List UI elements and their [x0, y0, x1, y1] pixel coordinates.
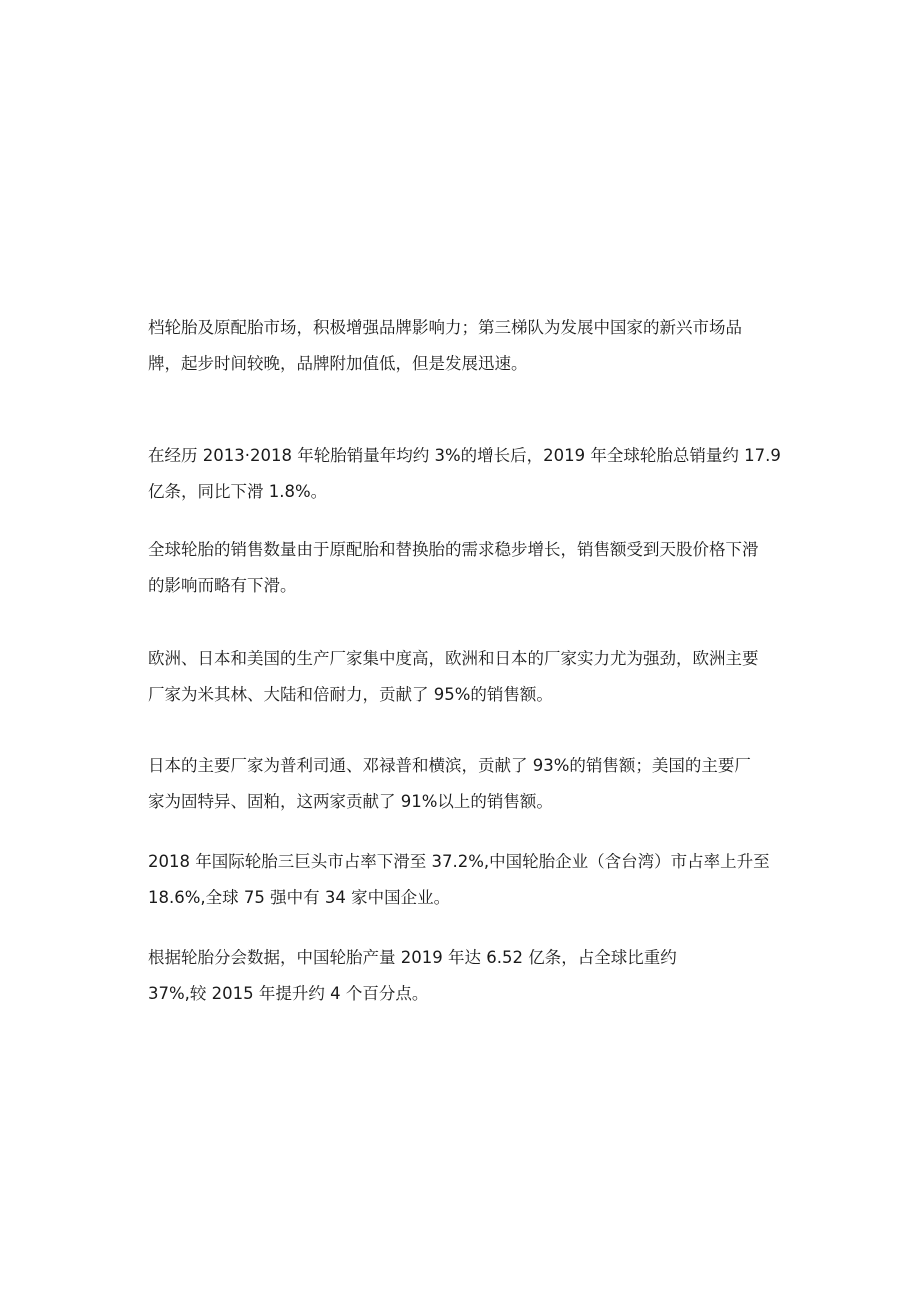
text-line: 全球轮胎的销售数量由于原配胎和替换胎的需求稳步增长，销售额受到天股价格下滑 [148, 540, 759, 559]
text-line: 牌，起步时间较晚，品牌附加值低，但是发展迅速。 [148, 354, 528, 373]
text-line: 厂家为米其林、大陆和倍耐力，贡献了 95%的销售额。 [148, 685, 553, 704]
paragraph-china-output-2019 [148, 948, 788, 1004]
text-line: 日本的主要厂家为普利司通、邓禄普和横滨，贡献了 93%的销售额；美国的主要厂 [148, 756, 751, 775]
text-line: 亿条，同比下滑 1.8%。 [148, 482, 328, 501]
text-line: 欧洲、日本和美国的生产厂家集中度高，欧洲和日本的厂家实力尤为强劲，欧洲主要 [148, 649, 759, 668]
paragraph-europe-manufacturers [148, 649, 788, 705]
text-line: 在经历 2013·2018 年轮胎销量年均约 3%的增长后，2019 年全球轮胎总销量约 17.9 [148, 446, 781, 465]
paragraph-japan-us-manufacturers [148, 756, 788, 812]
text-line: 18.6%,全球 75 强中有 34 家中国企业。 [148, 888, 451, 907]
text-line: 根据轮胎分会数据，中国轮胎产量 2019 年达 6.52 亿条，占全球比重约 [148, 948, 677, 967]
text-line: 2018 年国际轮胎三巨头市占率下滑至 37.2%,中国轮胎企业（含台湾）市占率上升至 [148, 852, 770, 871]
paragraph-global-sales-volume [148, 446, 788, 502]
text-line: 37%,较 2015 年提升约 4 个百分点。 [148, 984, 429, 1003]
paragraph-tire-brand-tiers [148, 318, 788, 374]
text-line: 档轮胎及原配胎市场，积极增强品牌影响力；第三梯队为发展中国家的新兴市场品 [148, 318, 742, 337]
paragraph-market-share-2018 [148, 852, 788, 908]
text-line: 的影响而略有下滑。 [148, 576, 297, 595]
text-line: 家为固特异、固粕，这两家贡献了 91%以上的销售额。 [148, 792, 553, 811]
paragraph-sales-demand [148, 540, 788, 596]
